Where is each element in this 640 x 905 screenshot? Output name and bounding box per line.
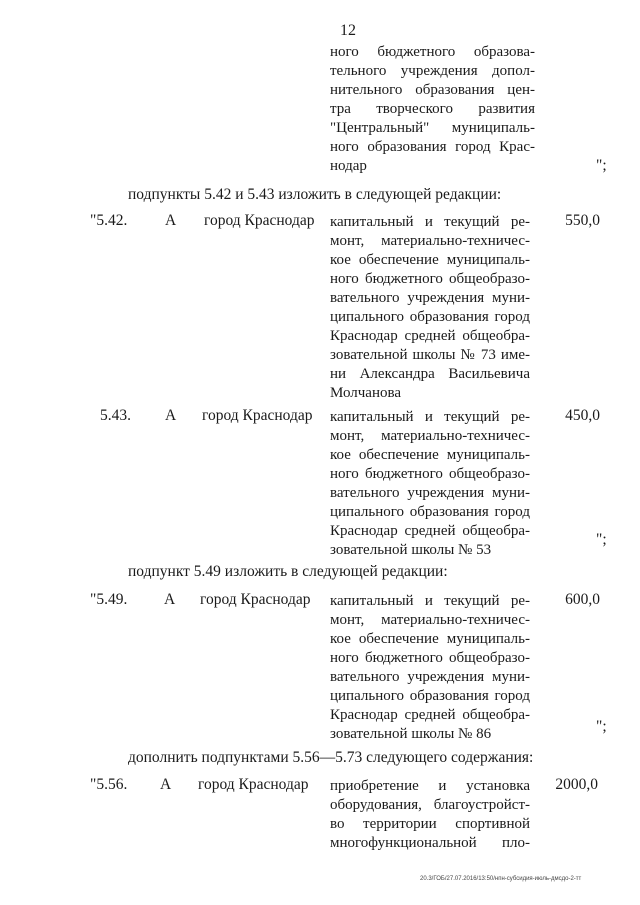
- desc-line: Краснодар средней общеобра-: [330, 707, 530, 723]
- desc-line: ного бюджетного общеобразо-: [330, 271, 530, 287]
- desc-line: зовательной школы № 86: [330, 726, 492, 742]
- desc-line: ного бюджетного общеобразо-: [330, 466, 530, 482]
- desc-line: зовательной школы № 73 име-: [330, 347, 530, 363]
- desc-line: кое обеспечение муниципаль-: [330, 631, 530, 647]
- item-letter: А: [164, 591, 176, 608]
- continuation-description: [330, 43, 535, 176]
- item-description: [330, 408, 530, 560]
- item-letter: А: [165, 212, 177, 229]
- desc-line: ного бюджетного общеобразо-: [330, 650, 530, 666]
- desc-line: вательного учреждения муни-: [330, 485, 530, 501]
- item-description: [330, 592, 530, 744]
- desc-line: ципального образования город: [330, 309, 530, 325]
- desc-line: Молчанова: [330, 385, 402, 401]
- desc-line: ного образования город Крас-: [330, 139, 535, 155]
- desc-line: монт, материально-техничес-: [330, 233, 530, 249]
- end-mark: ";: [596, 157, 607, 174]
- item-letter: А: [160, 776, 172, 793]
- item-number: "5.56.: [90, 776, 128, 793]
- end-mark: ";: [596, 718, 607, 735]
- item-amount: 550,0: [565, 212, 600, 229]
- desc-line: тра творческого развития: [330, 101, 535, 117]
- desc-line: Краснодар средней общеобра-: [330, 328, 530, 344]
- end-mark: ";: [596, 531, 607, 548]
- desc-line: монт, материально-техничес-: [330, 612, 530, 628]
- desc-line: монт, материально-техничес-: [330, 428, 530, 444]
- footer-filename: 20.3/ГОБ/27.07.2016/13:50/нпн-субсидия-июль-дмсдо-2-тт: [420, 876, 582, 882]
- page-number: 12: [340, 22, 356, 39]
- desc-line: тельного учреждения допол-: [330, 63, 535, 79]
- desc-line: капитальный и текущий ре-: [330, 214, 530, 230]
- desc-line: кое обеспечение муниципаль-: [330, 447, 530, 463]
- desc-line: нодар: [330, 158, 367, 174]
- desc-line: во территории спортивной: [330, 816, 530, 832]
- desc-line: капитальный и текущий ре-: [330, 593, 530, 609]
- item-city: город Краснодар: [198, 776, 309, 793]
- item-number: "5.49.: [90, 591, 128, 608]
- desc-line: вательного учреждения муни-: [330, 290, 530, 306]
- desc-line: кое обеспечение муниципаль-: [330, 252, 530, 268]
- desc-line: зовательной школы № 53: [330, 542, 492, 558]
- desc-line: ного бюджетного образова-: [330, 44, 535, 60]
- item-city: город Краснодар: [200, 591, 311, 608]
- desc-line: ципального образования город: [330, 504, 530, 520]
- desc-line: ципального образования город: [330, 688, 530, 704]
- desc-line: нительного образования цен-: [330, 82, 535, 98]
- item-amount: 600,0: [565, 591, 600, 608]
- paragraph-instruction: дополнить подпунктами 5.56—5.73 следующего содержания:: [128, 749, 534, 766]
- paragraph-instruction: подпункты 5.42 и 5.43 изложить в следующей редакции:: [128, 186, 502, 203]
- item-city: город Краснодар: [204, 212, 315, 229]
- desc-line: оборудования, благоустройст-: [330, 797, 530, 813]
- item-letter: А: [165, 407, 177, 424]
- item-number: "5.42.: [90, 212, 128, 229]
- desc-line: вательного учреждения муни-: [330, 669, 530, 685]
- item-city: город Краснодар: [202, 407, 313, 424]
- desc-line: многофункциональной пло-: [330, 835, 530, 851]
- desc-line: Краснодар средней общеобра-: [330, 523, 530, 539]
- desc-line: ни Александра Васильевича: [330, 366, 530, 382]
- desc-line: капитальный и текущий ре-: [330, 409, 530, 425]
- item-amount: 2000,0: [555, 776, 598, 793]
- desc-line: приобретение и установка: [330, 778, 530, 794]
- item-number: 5.43.: [100, 407, 131, 424]
- desc-line: "Центральный" муниципаль-: [330, 120, 535, 136]
- item-description: [330, 213, 530, 403]
- paragraph-instruction: подпункт 5.49 изложить в следующей редакции:: [128, 563, 448, 580]
- item-amount: 450,0: [565, 407, 600, 424]
- item-description: [330, 777, 530, 853]
